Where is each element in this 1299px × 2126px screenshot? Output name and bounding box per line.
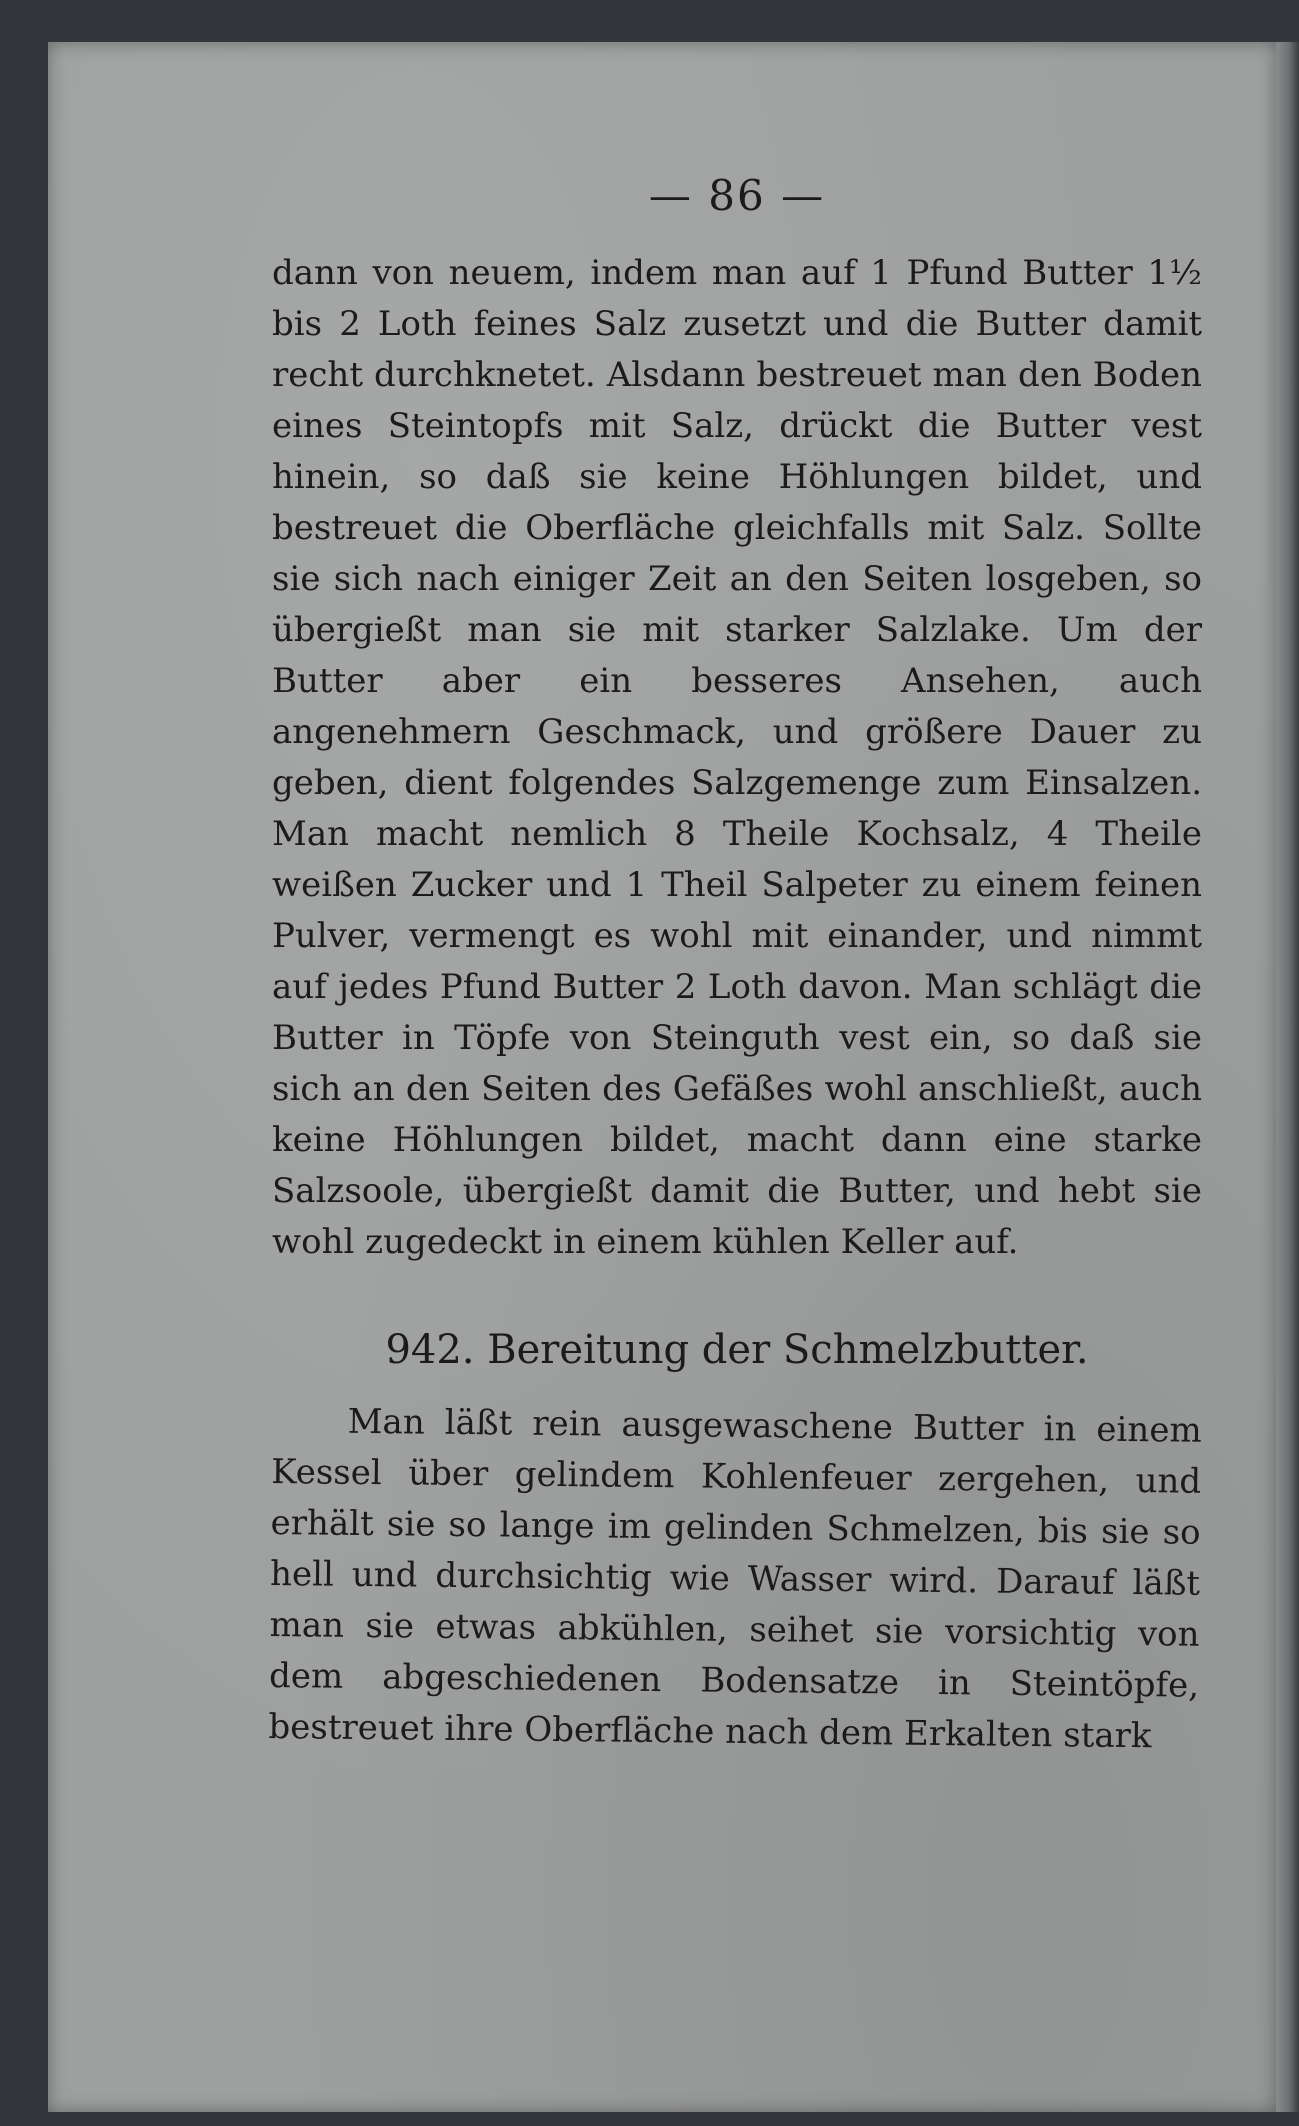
section-heading: 942. Bereitung der Schmelzbutter. xyxy=(385,1327,1089,1373)
body-paragraph-2: Man läßt rein ausgewaschene Butter in einem Kessel über gelindem Kohlenfeuer zergehen, und erhält sie so lange im gelinden Schmelzen, bis sie so hell und durchsichtig wie Wasser wird. Darauf läßt man sie etwas abkühlen, seihet sie vorsichtig von dem abgeschiedenen Bodensatze in Steintöpfe, bestreuet ihre Oberfläche nach dem Erkalten stark xyxy=(268,1401,1202,1757)
text-block xyxy=(268,168,1202,1757)
page-number: — 86 — xyxy=(648,171,826,220)
page-edge xyxy=(1275,42,1299,2112)
body-paragraph-1: dann von neuem, indem man auf 1 Pfund Butter 1½ bis 2 Loth feines Salz zusetzt und die Butter damit recht durchknetet. Alsdann bestreuet man den Boden eines Steintopfs mit Salz, drückt die Butter vest hinein, so daß sie keine Höhlungen bildet, und bestreuet die Oberfläche gleichfalls mit Salz. Sollte sie sich nach einiger Zeit an den Seiten losgeben, so übergießt man sie mit starker Salzlake. Um der Butter aber ein besseres Ansehen, auch angenehmern Geschmack, und größere Dauer zu geben, dient folgendes Salzgemenge zum Einsalzen. Man macht nemlich 8 Theile Kochsalz, 4 Theile weißen Zucker und 1 Theil Salpeter zu einem feinen Pulver, vermengt es wohl mit einander, und nimmt auf jedes Pfund Butter 2 Loth davon. Man schlägt die Butter in Töpfe von Steinguth vest ein, so daß sie sich an den Seiten des Gefäßes wohl anschließt, auch keine Höhlungen bildet, macht dann eine starke Salzsoole, übergießt damit die Butter, und hebt sie wohl zugedeckt in einem kühlen Keller auf. xyxy=(272,253,1202,1262)
